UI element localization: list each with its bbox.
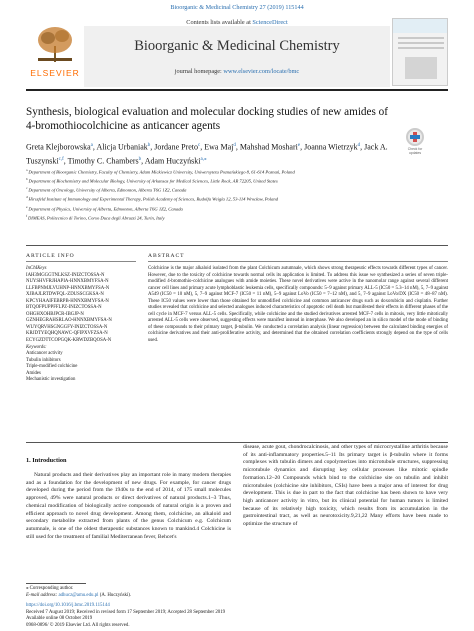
running-head xyxy=(0,4,474,11)
abstract-divider xyxy=(26,442,448,443)
affiliation-item xyxy=(26,176,446,185)
affiliation-text: Hirszfeld Institute of Immunology and Experimental Therapy, Polish Academy of Sciences, Rudolfa Weigla 12, 53-114 Wrocław, Poland xyxy=(28,196,279,202)
affiliation-marker: b xyxy=(26,177,29,182)
inchikey-item: IAH3MGGGTNLKSZ-INIZCTOSSA-N xyxy=(26,272,105,278)
inchikey-item: KRJDTYEQHQNAWC-QFIPXVFZSA-N xyxy=(26,331,108,337)
cover-text-lines xyxy=(398,37,444,52)
doi-link[interactable]: https://doi.org/10.1016/j.bmc.2019.115144 xyxy=(26,603,110,609)
inchikey-item: WUYQRVHSGNGGFY-INIZCTOSSA-N xyxy=(26,324,108,330)
email-suffix: (A. Huczyński). xyxy=(99,592,132,598)
journal-homepage xyxy=(84,68,390,75)
online-date: Available online 08 October 2019 xyxy=(26,616,93,622)
inchikey-item: GZNHEGRAHSRLAO-HNNXBMYFSA-N xyxy=(26,318,112,324)
author-affiliation-marker[interactable]: a,⁎ xyxy=(200,156,207,162)
inchikey-item: NUYSHVFRJHAPIA-HNNXBMYFSA-N xyxy=(26,279,109,285)
journal-header-band xyxy=(84,26,390,87)
affiliation-marker: d xyxy=(26,195,29,200)
author-name[interactable]: Adam Huczyński xyxy=(144,156,201,166)
article-title: Synthesis, biological evaluation and molecular docking studies of new amides of 4-bromothiocolchicine as anticancer agents xyxy=(26,106,388,132)
inchikey-item: BTQOFPUPPFFLPZ-INIZCTOSSA-N xyxy=(26,305,102,311)
affiliation-item xyxy=(26,185,446,194)
abstract-text: Colchicine is the major alkaloid isolated from the plant Colchicum autumnale, which shows strong therapeutic effects towards different types of cancer. However, due to the toxicity of colchicine towards normal cells its application is limited. To address this issue we synthesized a series of seven triple-modified 4-bromothio-colchicine analogues with amide moieties. These novel derivatives were active in the nanomolar range against several different cancer cell lines and primary acute lymphoblastic leukemia cells, specifically compounds: 5–9 against primary ALL-5 (IC50 = 5.3–14 nM), 5, 7–9 against A549 (IC50 = 10 nM), 5, 7–9 against MCF-7 (IC50 = 11 nM), 5–9 against LoVo (IC50 = 7–12 nM), and 5, 7–9 against LoVo/DX (IC50 = 48–87 nM). These IC50 values were lower than those obtained for unmodified colchicine and common anticancer drugs such as doxorubicin and cisplatin. Further studies revealed that colchicine and selected analogues induced characteristics of apoptotic cell death but manifested their effects in different phases of the cell cycle in MCF-7 versus ALL-5 cells. Specifically, while colchicine and the studied derivatives arrested MCF-7 cells in mitosis, very little mitotically arrested ALL-5 cells were observed, suggesting effects were manifest instead in interphase. We also developed an in silico model of the mode of binding of these compounds to their primary target, β-tubulin. We conducted a correlation analysis (linear regression) between the calculated binding energies of colchicine derivatives and their anti-proliferative activity, and determined that the obtained correlation coefficients strongly depend on the type of cells used. xyxy=(148,266,448,344)
keyword-item: Anticancer activity xyxy=(26,351,63,357)
author-affiliation-marker[interactable]: b xyxy=(147,143,151,148)
author-affiliation-marker[interactable]: d xyxy=(233,143,236,148)
journal-title: Bioorganic & Medicinal Chemistry xyxy=(134,38,340,54)
cover-image xyxy=(405,57,437,79)
author-name[interactable]: Jordane Preto xyxy=(154,142,199,152)
author-name[interactable]: Jack A. Tuszynski xyxy=(26,142,388,166)
author-affiliation-marker[interactable]: d xyxy=(357,143,361,148)
abstract-rule xyxy=(148,261,448,262)
author-list: Greta Klejborowska$^a$, Alicja Urbaniak$^b$, Jordane Preto$^c$, Ewa Maj$^d$, Mahshad Moshari$^e$, Joanna Wietrzyk$^d$, Jack A. Tuszynski$^{c,f}$, Timothy C. Chambers$^b$, Adam Huczyński$^{a,⁎}$ xyxy=(26,142,388,166)
header-divider xyxy=(26,89,448,91)
inchikey-item: KPCYHAAIFEBRPB-HNNXBMYFSA-N xyxy=(26,298,109,304)
author-affiliation-marker[interactable]: c xyxy=(198,143,201,148)
introduction-left-column: Natural products and their derivatives play an important role in many modern therapies and as a foundation for the development of new drugs. For example, for cancer drugs developed during the period from the 1940s to the end of 2014, of 175 small molecules approved, 49% were natural products or direct derivatives of natural products.1–3 Thus, chemical modification of biologically active compounds of natural origin is a proven and efficient approach to novel drug development. Among them, colchicine, an alkaloid and secondary metabolite extracted from plants of the genus Colchicum e.g. Colchicum autumnale, is one of the oldest therapeutic substances known to mankind.4 Colchicine is still used for the treatment of familial Mediterranean fever, Behcet's xyxy=(26,472,231,540)
inchikey-item: ECYGZDTTCOPGQK-KRWDZBQOSA-N xyxy=(26,338,112,344)
author-affiliation-marker[interactable]: b xyxy=(138,156,142,162)
homepage-prefix: journal homepage: xyxy=(174,68,222,75)
affiliation-text: Department of Bioorganic Chemistry, Faculty of Chemistry, Adam Mickiewicz University, Uniwersytetu Poznańskiego 8, 61-614 Poznań, Poland xyxy=(28,169,295,175)
keyword-item: Mechanistic investigation xyxy=(26,377,76,383)
keywords-list xyxy=(26,351,138,384)
article-info-panel xyxy=(26,266,138,384)
publisher-logo xyxy=(26,18,84,86)
author-name[interactable]: Mahshad Moshari xyxy=(239,142,298,152)
affiliation-item xyxy=(26,204,446,213)
sciencedirect-link[interactable]: ScienceDirect xyxy=(252,19,288,26)
inchikeys-label: InChIKeys xyxy=(26,266,47,271)
abstract-heading: ABSTRACT xyxy=(148,253,185,259)
corresponding-author-note: ⁎ Corresponding author. xyxy=(26,586,74,591)
affiliation-marker: f xyxy=(26,213,28,218)
author-affiliation-marker[interactable]: c,f xyxy=(58,156,64,162)
affiliation-item xyxy=(26,213,446,222)
footnotes xyxy=(26,586,276,630)
affiliation-marker: e xyxy=(26,204,29,209)
copyright-line: 0968-0896/ © 2019 Elsevier Ltd. All rights reserved. xyxy=(26,622,130,628)
affiliation-text: Department of Biochemistry and Molecular Biology, University of Arkansas for Medical Sciences, Little Rock, AR 72205, United States xyxy=(28,178,278,184)
publisher-name: ELSEVIER xyxy=(30,68,80,78)
homepage-link[interactable]: www.elsevier.com/locate/bmc xyxy=(223,68,300,75)
affiliation-item xyxy=(26,194,446,203)
affiliation-text: Department of Oncology, University of Alberta, Edmonton, Alberta T6G 1Z2, Canada xyxy=(28,187,187,193)
introduction-heading: 1. Introduction xyxy=(26,457,67,464)
keyword-item: Triple-modified colchicine xyxy=(26,364,78,370)
affiliation-text: DIMEAS, Politecnico di Torino, Corso Duca degli Abruzzi 24, Turin, Italy xyxy=(27,215,165,221)
affiliation-marker: c xyxy=(26,186,29,191)
elsevier-tree-icon xyxy=(34,24,76,64)
keyword-item: Tubulin inhibitors xyxy=(26,357,61,363)
inchikeys-list xyxy=(26,273,138,345)
author-name[interactable]: Joanna Wietrzyk xyxy=(304,142,358,152)
affiliation-list xyxy=(26,167,446,222)
email-link[interactable]: adhucz@amu.edu.pl xyxy=(58,592,99,598)
inchikey-item: LLFBPNMJLVUHNP-HNNXBMYFSA-N xyxy=(26,285,110,291)
affiliation-item xyxy=(26,167,446,176)
email-label: E-mail address: xyxy=(26,592,58,598)
footnote-rule xyxy=(26,583,86,584)
author-affiliation-marker[interactable]: a xyxy=(90,143,93,148)
crossmark-label: Check for updates xyxy=(407,147,423,155)
section-divider xyxy=(26,245,448,246)
affiliation-text: Department of Physics, University of Alberta, Edmonton, Alberta T6G 1Z2, Canada xyxy=(28,206,183,212)
email-line xyxy=(26,593,276,600)
keyword-item: Amides xyxy=(26,370,41,376)
crossmark-bar-horizontal xyxy=(410,135,420,139)
author-name[interactable]: Timothy C. Chambers xyxy=(67,156,139,166)
author-name[interactable]: Greta Klejborowska xyxy=(26,142,91,152)
journal-cover-thumbnail[interactable] xyxy=(392,18,448,86)
cover-banner xyxy=(393,19,447,33)
affiliation-marker: a xyxy=(26,168,29,172)
inchikey-item: XJBAJLRTDWFQL-ZDUSSCGKSA-N xyxy=(26,292,104,298)
author-name[interactable]: Alicja Urbaniak xyxy=(96,142,148,152)
article-info-heading: ARTICLE INFO xyxy=(26,253,75,259)
inchikey-item: OHGHXOHBJPCR-IBGJP-N xyxy=(26,311,84,317)
journal-citation-link[interactable]: Bioorganic & Medicinal Chemistry 27 (2019) 115144 xyxy=(170,4,304,11)
contents-prefix: Contents lists available at xyxy=(186,19,251,26)
crossmark-badge[interactable] xyxy=(402,128,428,154)
author-affiliation-marker[interactable]: e xyxy=(297,143,301,148)
article-info-rule xyxy=(26,261,136,262)
introduction-right-column: disease, acute gout, chondrocalcinosis, and other types of microcrystalline arthritis because of its anti-inflammatory properties.5–11 Its primary target is β-tubulin where it forms complexes with tubulin dimers and copolymerizes into microtubule structures, suppressing microtubule dynamics and disrupting key cellular processes like mitotic spindle formation.12–20 Compounds which bind to the colchicine site on tubulin and inhibit microtubules (colchicine site inhibitors, CSIs) have been a major area of interest for drug development. This is due in part to the fact that colchicine has been shown to have very high anticancer activity in vitro, but its clinical potential for human tumors is limited because of its relatively high toxicity, which results from its accumulation in the gastrointestinal tract, as well as neurotoxicity.9,21,22 Many efforts have been made to optimize the structure of xyxy=(243,444,448,528)
received-dates: Received 7 August 2019; Received in revised form 17 September 2019; Accepted 28 September 2019 xyxy=(26,609,226,615)
contents-line xyxy=(84,19,390,26)
author-name[interactable]: Ewa Maj xyxy=(204,142,234,152)
keywords-label: Keywords: xyxy=(26,344,47,350)
